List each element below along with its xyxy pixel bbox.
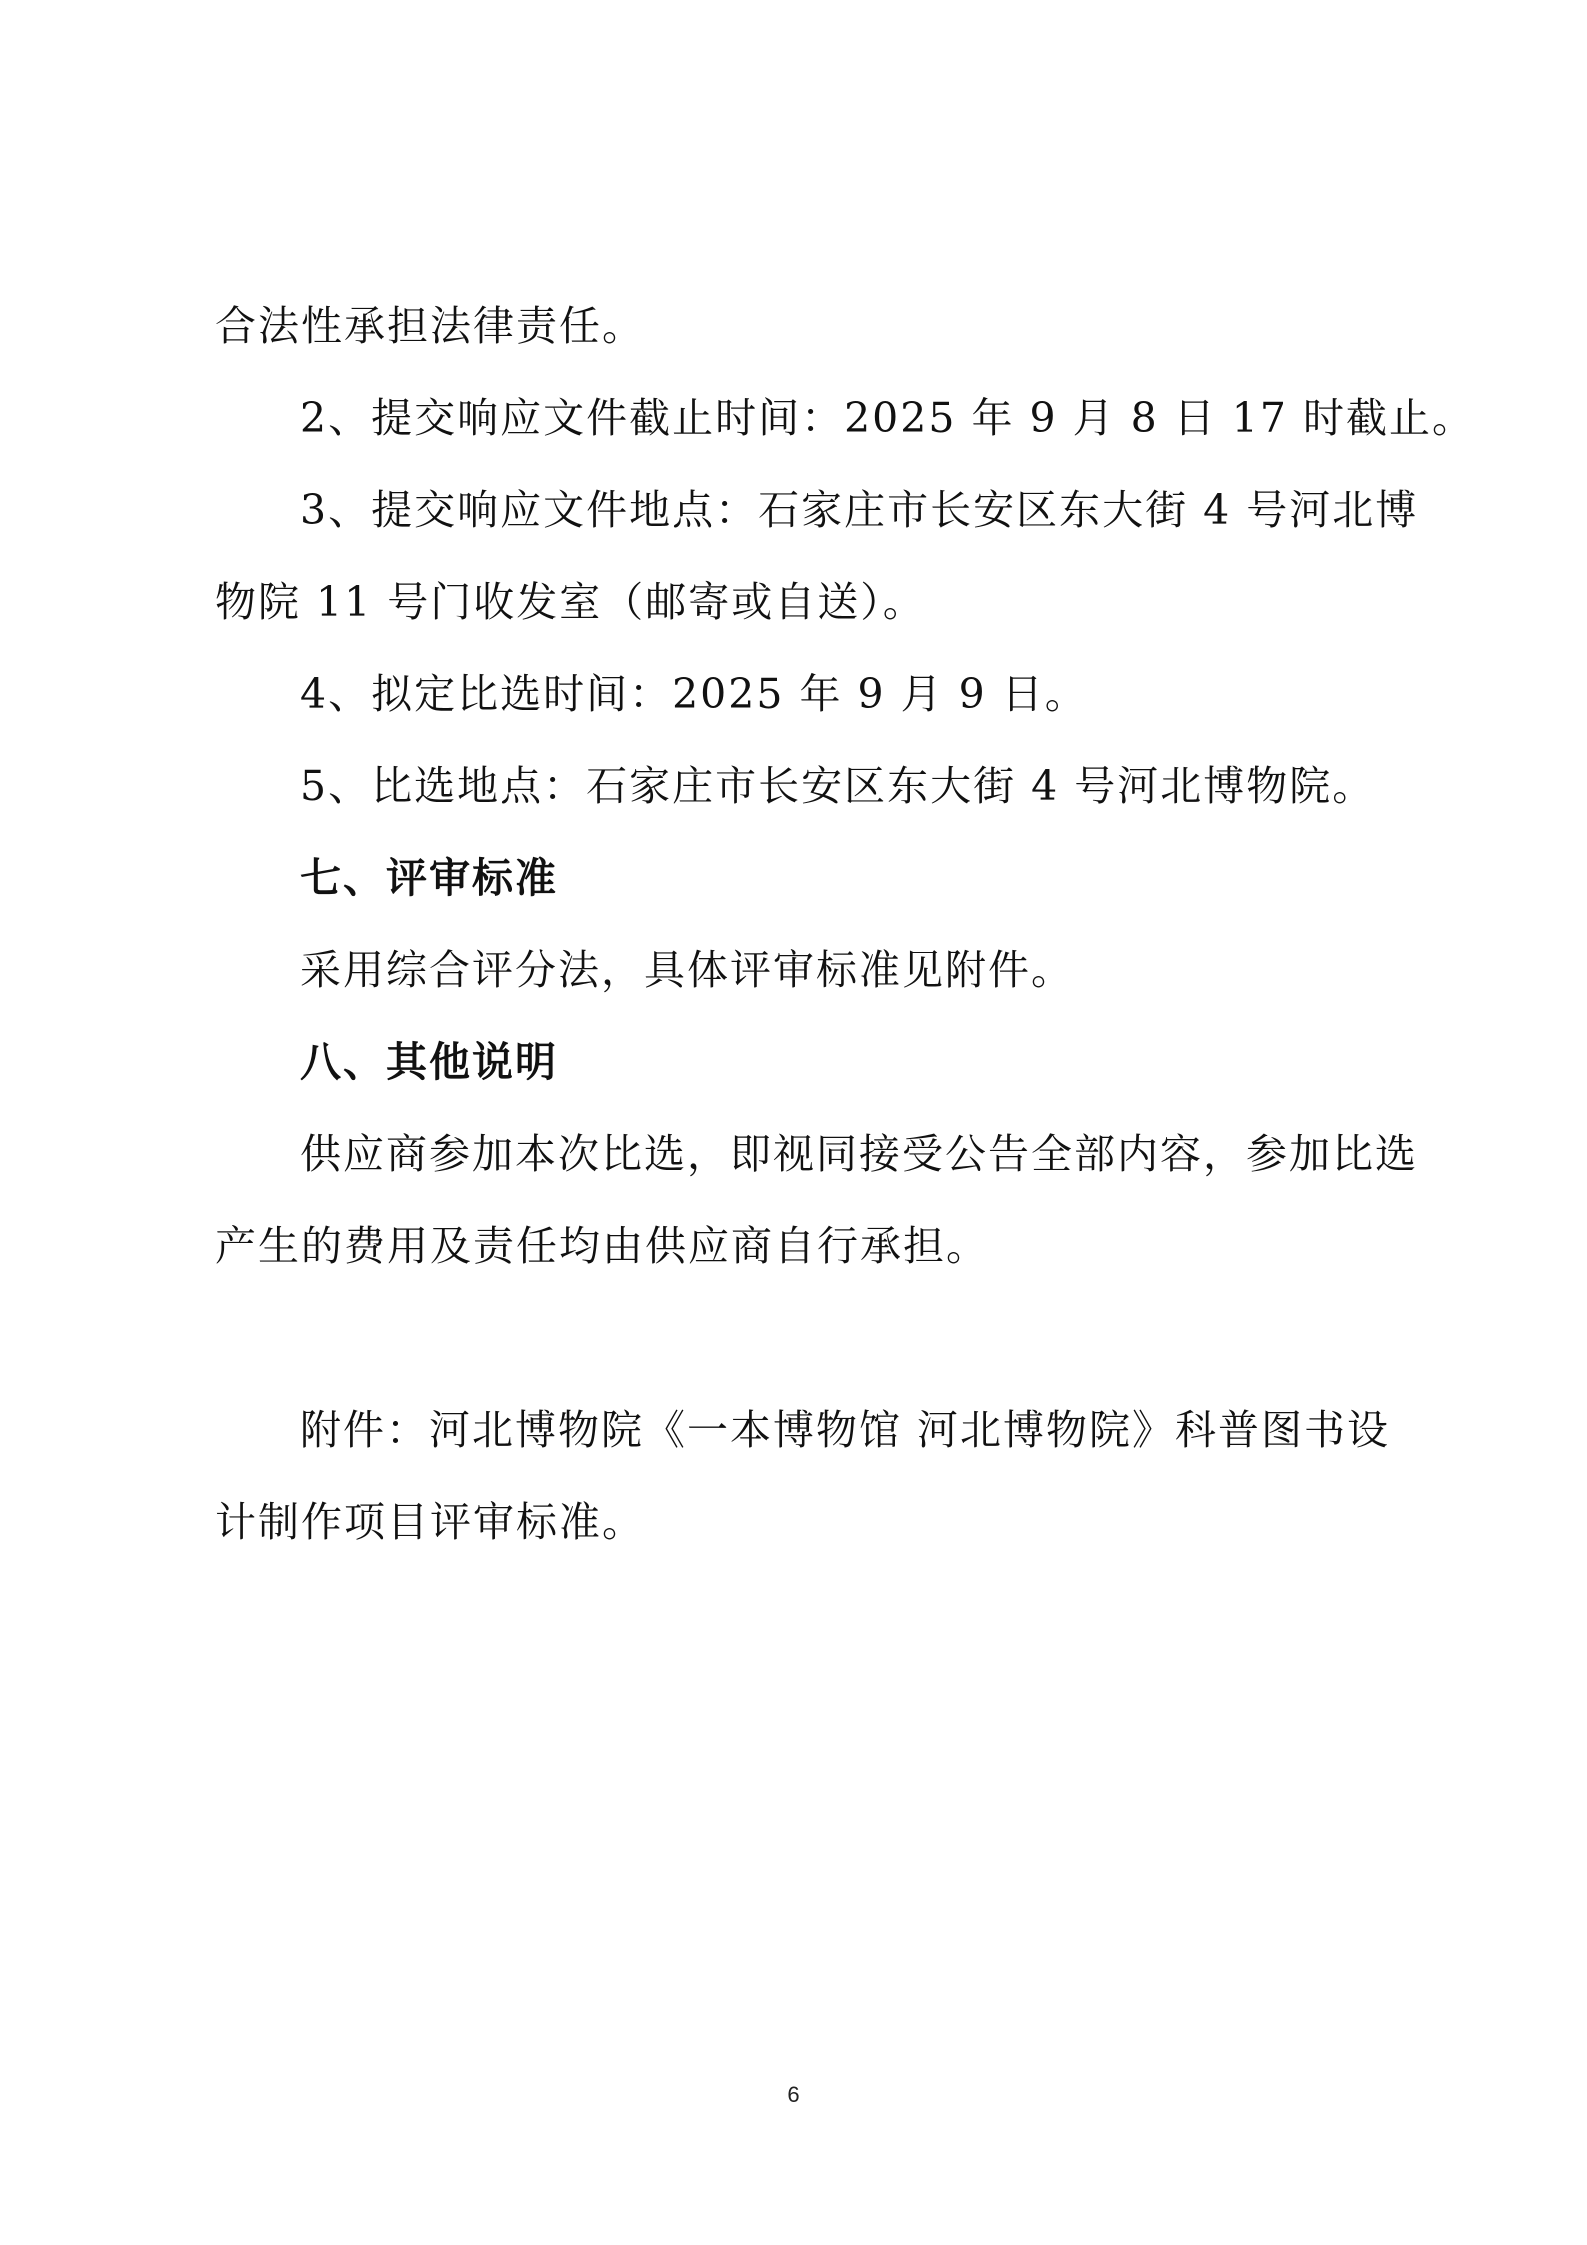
- paragraph-line-5: 4、拟定比选时间：2025 年 9 月 9 日。: [300, 670, 1088, 718]
- page-number: 6: [787, 2082, 800, 2107]
- paragraph-line-10: 供应商参加本次比选，即视同接受公告全部内容，参加比选: [300, 1130, 1418, 1178]
- paragraph-line-4: 物院 11 号门收发室（邮寄或自送）。: [215, 578, 926, 626]
- attachment-line-2: 计制作项目评审标准。: [215, 1498, 645, 1546]
- paragraph-line-1: 合法性承担法律责任。: [215, 302, 645, 350]
- paragraph-line-11: 产生的费用及责任均由供应商自行承担。: [215, 1222, 989, 1270]
- paragraph-line-8: 采用综合评分法，具体评审标准见附件。: [300, 946, 1074, 994]
- section-heading-7: 七、评审标准: [300, 854, 558, 902]
- paragraph-line-6: 5、比选地点：石家庄市长安区东大街 4 号河北博物院。: [300, 762, 1376, 810]
- paragraph-line-3: 3、提交响应文件地点：石家庄市长安区东大街 4 号河北博: [300, 486, 1419, 534]
- section-heading-8: 八、其他说明: [300, 1038, 558, 1086]
- paragraph-line-2: 2、提交响应文件截止时间：2025 年 9 月 8 日 17 时截止。: [300, 394, 1475, 442]
- attachment-line-1: 附件：河北博物院《一本博物馆 河北博物院》科普图书设: [300, 1406, 1391, 1454]
